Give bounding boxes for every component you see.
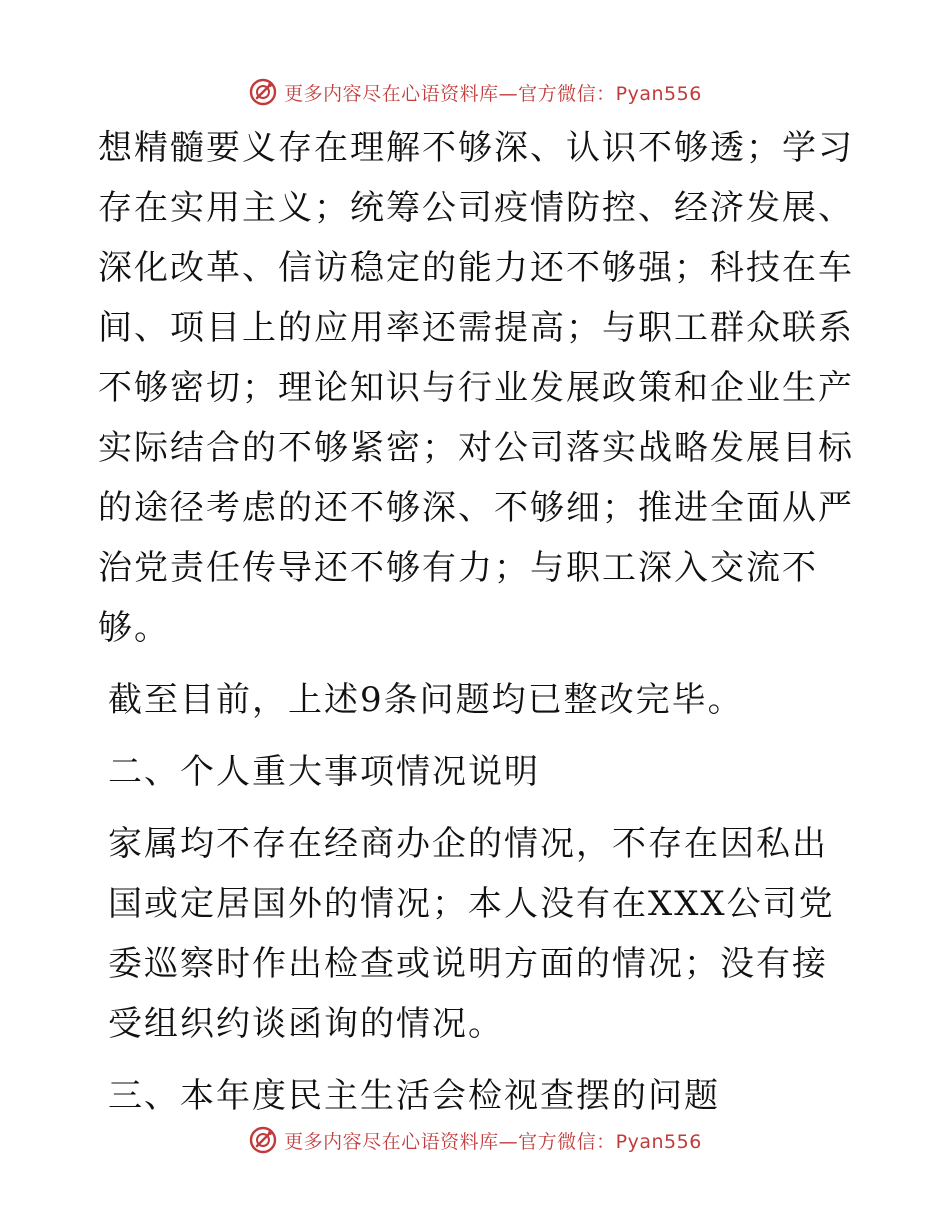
header-banner-text: 更多内容尽在心语资料库—官方微信：Pyan556 [284, 82, 702, 105]
section-heading-3: 三、本年度民主生活会检视查摆的问题 [108, 1076, 720, 1116]
seal-logo-icon [248, 77, 278, 107]
paragraph-1: 想精髓要义存在理解不够深、认识不够透；学习存在实用主义；统筹公司疫情防控、经济发展、深化改革、信访稳定的能力还不够强；科技在车间、项目上的应用率还需提高；与职工群众联系不够密切；理论知识与行业发展政策和企业生产实际结合的不够紧密；对公司落实战略发展目标的途径考虑的还不够深、不够细；推进全面从严治党责任传导还不够有力；与职工深入交流不够。 [98, 128, 854, 648]
header-banner [0, 72, 950, 112]
section-heading-2: 二、个人重大事项情况说明 [108, 752, 540, 792]
footer-banner-text: 更多内容尽在心语资料库—官方微信：Pyan556 [284, 1130, 702, 1153]
seal-logo-icon [248, 1125, 278, 1155]
document-body [98, 118, 858, 1126]
footer-banner [0, 1120, 950, 1160]
paragraph-2: 截至目前，上述9条问题均已整改完毕。 [108, 680, 744, 720]
paragraph-3: 家属均不存在经商办企的情况，不存在因私出国或定居国外的情况；本人没有在XXX公司党委巡察时作出检查或说明方面的情况；没有接受组织约谈函询的情况。 [108, 824, 835, 1044]
